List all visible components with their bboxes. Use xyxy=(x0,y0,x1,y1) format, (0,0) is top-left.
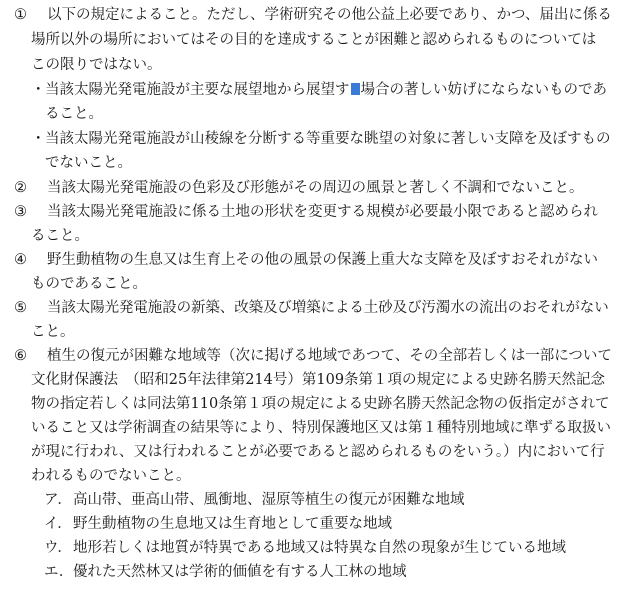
item-4-marker: ④ xyxy=(14,252,27,268)
item-3-line-2: ること。 xyxy=(31,228,89,244)
subitem-i-marker: イ． xyxy=(44,516,72,532)
item-4-line-1: 野生動植物の生息又は生育上その他の風景の保護上重大な支障を及ぼすおそれがない xyxy=(47,252,598,268)
item-6-line-6: われるものでないこと。 xyxy=(31,468,191,484)
bullet-1-line-1: 当該太陽光発電施設が主要な展望地から展望す 場合の著しい妨げにならないものであ xyxy=(45,82,607,98)
bullet-2-line-2: でないこと。 xyxy=(45,155,132,171)
item-6-line-4: いること又は学術調査の結果等により、特別保護地区又は第１種特別地域に準ずる取扱い xyxy=(31,420,611,436)
subitem-i-text: 野生動植物の生息地又は生育地として重要な地域 xyxy=(73,516,392,532)
item-6-line-5: が現に行われ、又は行われることが必要であると認められるものをいう。）内において行 xyxy=(31,444,605,460)
item-6-marker: ⑥ xyxy=(14,348,27,364)
bullet-1-line-2: ること。 xyxy=(45,106,103,122)
item-6-line-3: 物の指定若しくは同法第110条第１項の規定による史跡名勝天然記念物の仮指定がされて xyxy=(31,396,610,412)
item-6-line-1: 植生の復元が困難な地域等（次に掲げる地域であつて、その全部若しくは一部について xyxy=(47,348,612,364)
item-5-marker: ⑤ xyxy=(14,300,27,316)
subitem-u-text: 地形若しくは地質が特異である地域又は特異な自然の現象が生じている地域 xyxy=(73,540,566,556)
subitem-a-marker: ア． xyxy=(44,492,72,508)
item-4-line-2: ものであること。 xyxy=(31,276,147,292)
subitem-e-marker: エ． xyxy=(44,564,74,580)
item-1-line-3: この限りではない。 xyxy=(31,57,162,73)
item-2-marker: ② xyxy=(14,180,27,196)
item-5-line-1: 当該太陽光発電施設の新築、改築及び増築による土砂及び汚濁水の流出のおそれがない xyxy=(47,300,609,316)
bullet-2-line-1: 当該太陽光発電施設が山稜線を分断する等重要な眺望の対象に著しい支障を及ぼすもの xyxy=(45,131,611,147)
item-6-line-2: 文化財保護法 （昭和25年法律第214号）第109条第１項の規定による史跡名勝天然記念 xyxy=(31,372,606,388)
item-5-line-2: こと。 xyxy=(31,324,75,340)
item-3-line-1: 当該太陽光発電施設に係る土地の形状を変更する規模が必要最小限であると認められ xyxy=(47,204,598,220)
item-1-line-2: 場所以外の場所においてはその目的を達成することが困難と認められるものについては xyxy=(31,32,597,48)
item-1-line-1: 以下の規定によること。ただし、学術研究その他公益上必要であり、かつ、届出に係る xyxy=(47,7,612,23)
item-3-marker: ③ xyxy=(14,204,27,220)
item-2-line-1: 当該太陽光発電施設の色彩及び形態がその周辺の風景と著しく不調和でないこと。 xyxy=(47,180,584,196)
subitem-a-text: 高山帯、亜高山帯、風衝地、湿原等植生の復元が困難な地域 xyxy=(73,492,465,508)
item-1-marker: ① xyxy=(14,7,27,23)
text-cursor-icon xyxy=(351,83,360,95)
subitem-e-text: 優れた天然林又は学術的価値を有する人工林の地域 xyxy=(73,564,407,580)
bullet-2-marker: ・ xyxy=(31,131,46,147)
subitem-u-marker: ウ． xyxy=(44,540,72,556)
bullet-1-marker: ・ xyxy=(31,82,46,98)
